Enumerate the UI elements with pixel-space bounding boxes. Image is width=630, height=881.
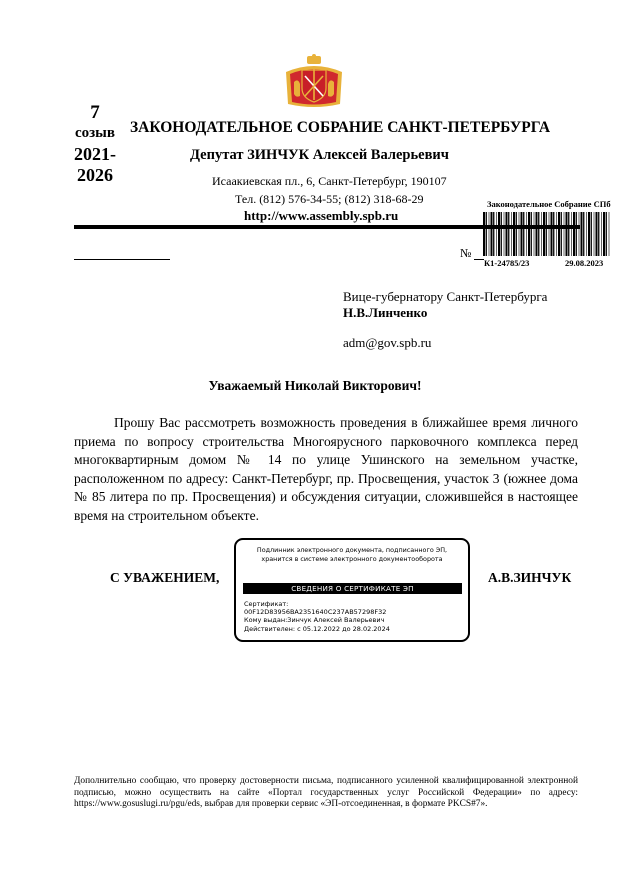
registration-date: 29.08.2023 (565, 258, 604, 268)
electronic-signature-stamp (234, 538, 470, 642)
stamp-certificate-bar: СВЕДЕНИЯ О СЕРТИФИКАТЕ ЭП (243, 583, 462, 594)
barcode-bar (496, 212, 497, 256)
footnote-line: подписью, можно осуществить на сайте «Портал государственных услуг Российской Федерации» по адресу: (74, 787, 578, 798)
barcode-bar (528, 212, 530, 256)
body-line: многоквартирным домом № 14 по улице Ушинского на земельном участке, (74, 452, 578, 468)
barcode-bar (541, 212, 542, 256)
convocation-word: созыв (75, 125, 115, 141)
barcode-bar (603, 212, 605, 256)
barcode-bar (581, 212, 583, 256)
barcode-bar (516, 212, 517, 256)
cert-label: Сертификат: (244, 600, 289, 608)
footnote-line: https://www.gosuslugi.ru/pgu/eds, выбрав для проверки сервис «ЭП-отсоединенная, в формате PKCS#7». (74, 799, 488, 809)
closing-phrase: С УВАЖЕНИЕМ, (110, 570, 220, 585)
barcode-bar (526, 212, 527, 256)
coat-of-arms-emblem (280, 54, 348, 112)
stamp-header-line: Подлинник электронного документа, подписанного ЭП, (256, 546, 448, 554)
barcode-bar (504, 212, 505, 256)
barcode-bar (531, 212, 532, 256)
barcode-bar (551, 212, 553, 256)
barcode-bar (493, 212, 494, 256)
barcode-bar (513, 212, 515, 256)
organization-title: ЗАКОНОДАТЕЛЬНОЕ СОБРАНИЕ САНКТ-ПЕТЕРБУРГА (130, 119, 551, 136)
barcode-bar (519, 212, 520, 256)
barcode-bar (523, 212, 524, 256)
recipient-name: Н.В.Линченко (343, 305, 428, 320)
convocation-years-start: 2021- (74, 144, 116, 164)
barcode-bar (486, 212, 487, 256)
barcode-bar (606, 212, 607, 256)
barcode-bar (586, 212, 587, 256)
number-sign: № (460, 246, 472, 260)
barcode-bar (566, 212, 568, 256)
convocation-years-end: 2026 (77, 165, 113, 185)
barcode-bar (591, 212, 592, 256)
barcode-bar (483, 212, 485, 256)
convocation-number: 7 (90, 102, 100, 123)
stamp-certificate-details (244, 600, 390, 633)
barcode-bar (543, 212, 545, 256)
cert-issued-to: Кому выдан:Зинчук Алексей Валерьевич (244, 616, 385, 625)
barcode-bar (506, 212, 508, 256)
barcode-bar (561, 212, 562, 256)
barcode-bar (583, 212, 584, 256)
barcode-bar (601, 212, 602, 256)
barcode-bar (596, 212, 598, 256)
barcode-bar (501, 212, 502, 256)
barcode-bar (508, 212, 509, 256)
body-line: приема по вопросу строительства Многоярусного парковочного комплекса перед (74, 433, 578, 449)
sender-address: Исаакиевская пл., 6, Санкт-Петербург, 190107 (212, 174, 447, 188)
barcode-bar (573, 212, 575, 256)
barcode-bar (564, 212, 565, 256)
barcode-bar (491, 212, 493, 256)
barcode-bar (598, 212, 599, 256)
barcode-bar (538, 212, 539, 256)
signer-name: А.В.ЗИНЧУК (488, 570, 572, 585)
deputy-name: Депутат ЗИНЧУК Алексей Валерьевич (190, 147, 449, 163)
stamp-header (236, 546, 468, 564)
barcode-bar (594, 212, 595, 256)
barcode-bar (553, 212, 554, 256)
barcode-bar (521, 212, 523, 256)
barcode-bar (549, 212, 550, 256)
barcode-bar (556, 212, 557, 256)
barcode-bar (536, 212, 538, 256)
barcode-bar (489, 212, 490, 256)
body-line: расположенном по адресу: Санкт-Петербург, пр. Просвещения, участок 3 (южнее дома (74, 470, 578, 486)
barcode-bar (571, 212, 572, 256)
verification-footnote (74, 776, 578, 811)
body-line: № 85 литера по пр. Просвещения) и обсуждения ситуации, сложившейся в настоящее (74, 489, 578, 505)
barcode-bar (568, 212, 569, 256)
number-line (474, 259, 484, 260)
recipient-email: adm@gov.spb.ru (343, 335, 432, 350)
outgoing-number-line (74, 259, 170, 260)
salutation: Уважаемый Николай Викторович! (208, 378, 422, 393)
sender-website: http://www.assembly.spb.ru (244, 208, 399, 223)
registration-number: К1-24785/23 (484, 258, 530, 268)
sender-phone: Тел. (812) 576-34-55; (812) 318-68-29 (235, 192, 424, 206)
letter-body (74, 414, 578, 526)
barcode-bar (609, 212, 610, 256)
registration-barcode (483, 212, 611, 256)
barcode-bar (558, 212, 560, 256)
cert-id: 00F12D83956BA2351640C237AB57298F32 (244, 608, 387, 617)
barcode-bar (546, 212, 547, 256)
barcode-bar (579, 212, 580, 256)
stamp-header-line: хранится в системе электронного документооборота (261, 555, 443, 563)
convocation-block (70, 102, 120, 186)
body-line: Прошу Вас рассмотреть возможность проведения в ближайшее время личного (114, 415, 578, 430)
barcode-bar (511, 212, 512, 256)
body-line: время на строительном объекте. (74, 507, 259, 523)
cert-validity: Действителен: с 05.12.2022 до 28.02.2024 (244, 624, 390, 633)
barcode-bar (576, 212, 577, 256)
barcode-bar (498, 212, 500, 256)
barcode-title: Законодательное Собрание СПб (487, 199, 611, 209)
recipient-position: Вице-губернатору Санкт-Петербурга (343, 289, 548, 304)
footnote-line: Дополнительно сообщаю, что проверку достоверности письма, подписанного усиленной квалифицированной электронной (74, 776, 578, 786)
header-divider (74, 225, 580, 229)
barcode-bar (588, 212, 590, 256)
barcode-bar (534, 212, 535, 256)
